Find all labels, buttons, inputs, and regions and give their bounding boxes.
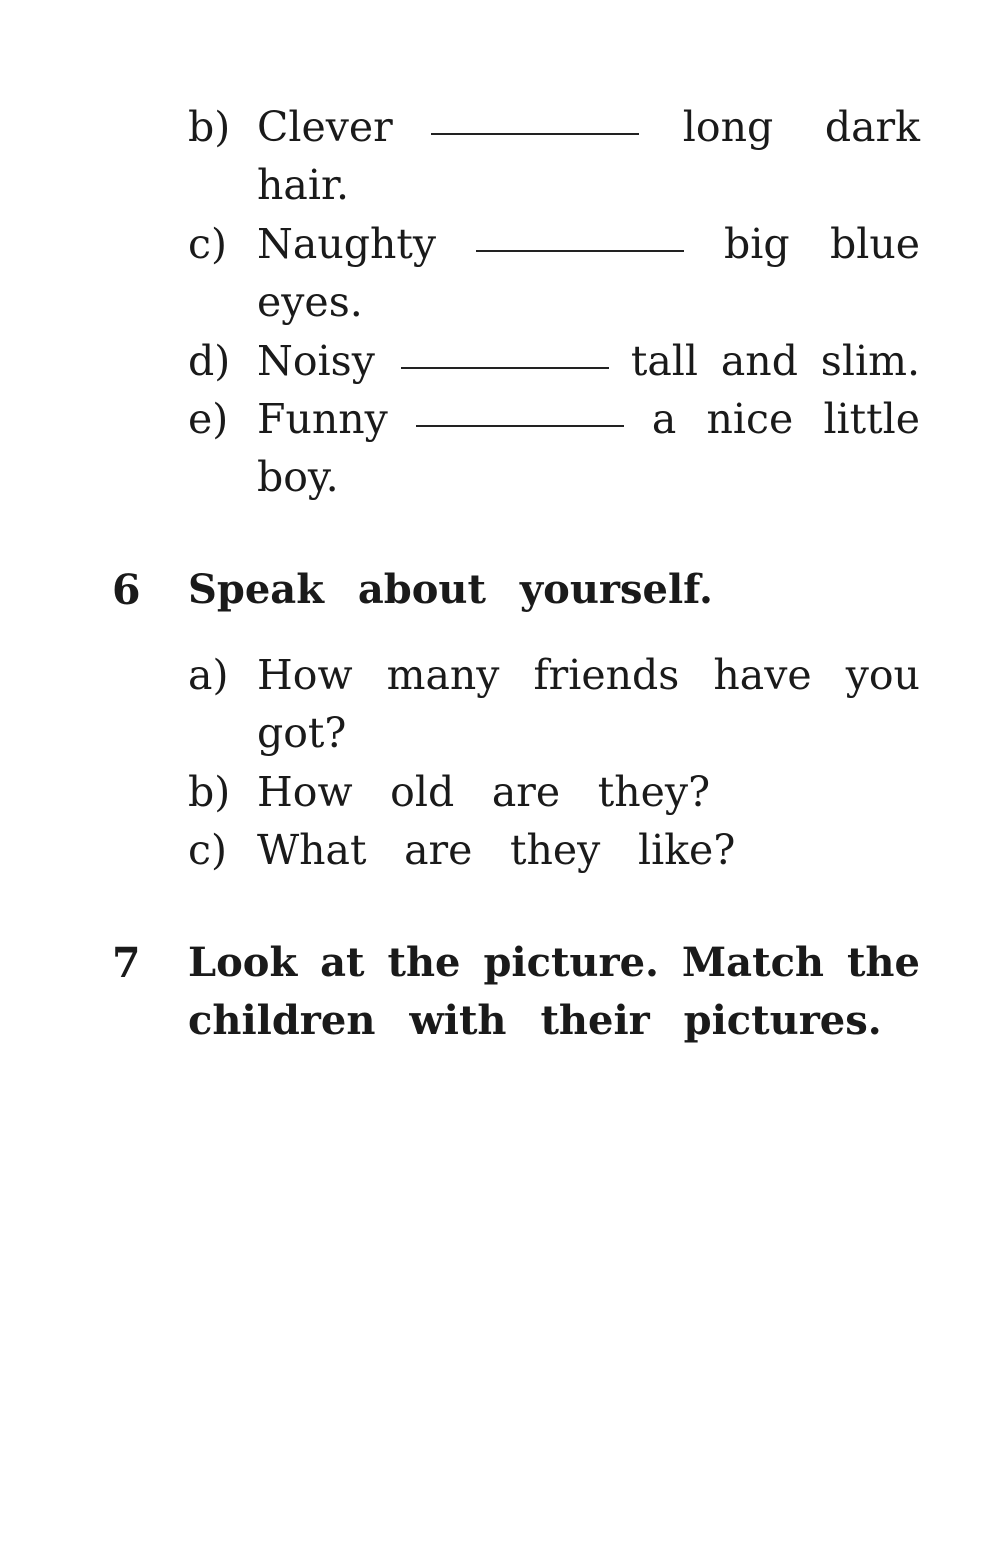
title-word: the xyxy=(846,939,920,986)
answer-blank[interactable] xyxy=(431,133,639,135)
item-letter: a) xyxy=(188,651,229,699)
item-word: little xyxy=(823,395,920,443)
item-continuation: eyes. xyxy=(257,278,363,326)
item-word: blue xyxy=(829,220,920,268)
question-text: What are they like? xyxy=(257,826,736,874)
item-word: dark xyxy=(824,103,920,151)
title-word: the xyxy=(387,939,461,986)
item-letter: d) xyxy=(188,337,231,385)
item-word: and xyxy=(720,337,798,385)
item-subject: Clever xyxy=(257,103,393,151)
item-word: a xyxy=(651,395,677,443)
item-word: tall xyxy=(630,337,699,385)
title-word: picture. xyxy=(483,939,659,986)
item-word: long xyxy=(682,103,774,151)
item-continuation: boy. xyxy=(257,453,339,501)
question-text: How old are they? xyxy=(257,768,711,816)
item-continuation: hair. xyxy=(257,161,350,209)
exercise-title xyxy=(188,934,920,1050)
question-word: you xyxy=(845,651,920,699)
question-word: friends xyxy=(533,651,680,699)
item-subject: Funny xyxy=(257,395,388,443)
item-word: nice xyxy=(706,395,794,443)
title-word: Look xyxy=(188,939,298,986)
item-subject: Naughty xyxy=(257,220,437,268)
question-word: How xyxy=(257,651,353,699)
exercise-title: Speak about yourself. xyxy=(188,566,713,613)
item-letter: b) xyxy=(188,768,231,816)
item-letter: c) xyxy=(188,220,227,268)
answer-blank[interactable] xyxy=(416,425,624,427)
question-word: have xyxy=(713,651,812,699)
title-word: Match xyxy=(681,939,825,986)
exercise-number: 7 xyxy=(112,939,141,987)
question-word: many xyxy=(386,651,500,699)
title-line: children with their pictures. xyxy=(188,997,882,1044)
answer-blank[interactable] xyxy=(476,250,684,252)
exercise-number: 6 xyxy=(112,566,141,614)
item-word: slim. xyxy=(820,337,920,385)
answer-blank[interactable] xyxy=(401,367,609,369)
item-subject: Noisy xyxy=(257,337,375,385)
question-continuation: got? xyxy=(257,709,347,757)
item-word: big xyxy=(724,220,790,268)
item-letter: c) xyxy=(188,826,227,874)
item-letter: b) xyxy=(188,103,231,151)
item-letter: e) xyxy=(188,395,229,443)
title-word: at xyxy=(320,939,365,986)
